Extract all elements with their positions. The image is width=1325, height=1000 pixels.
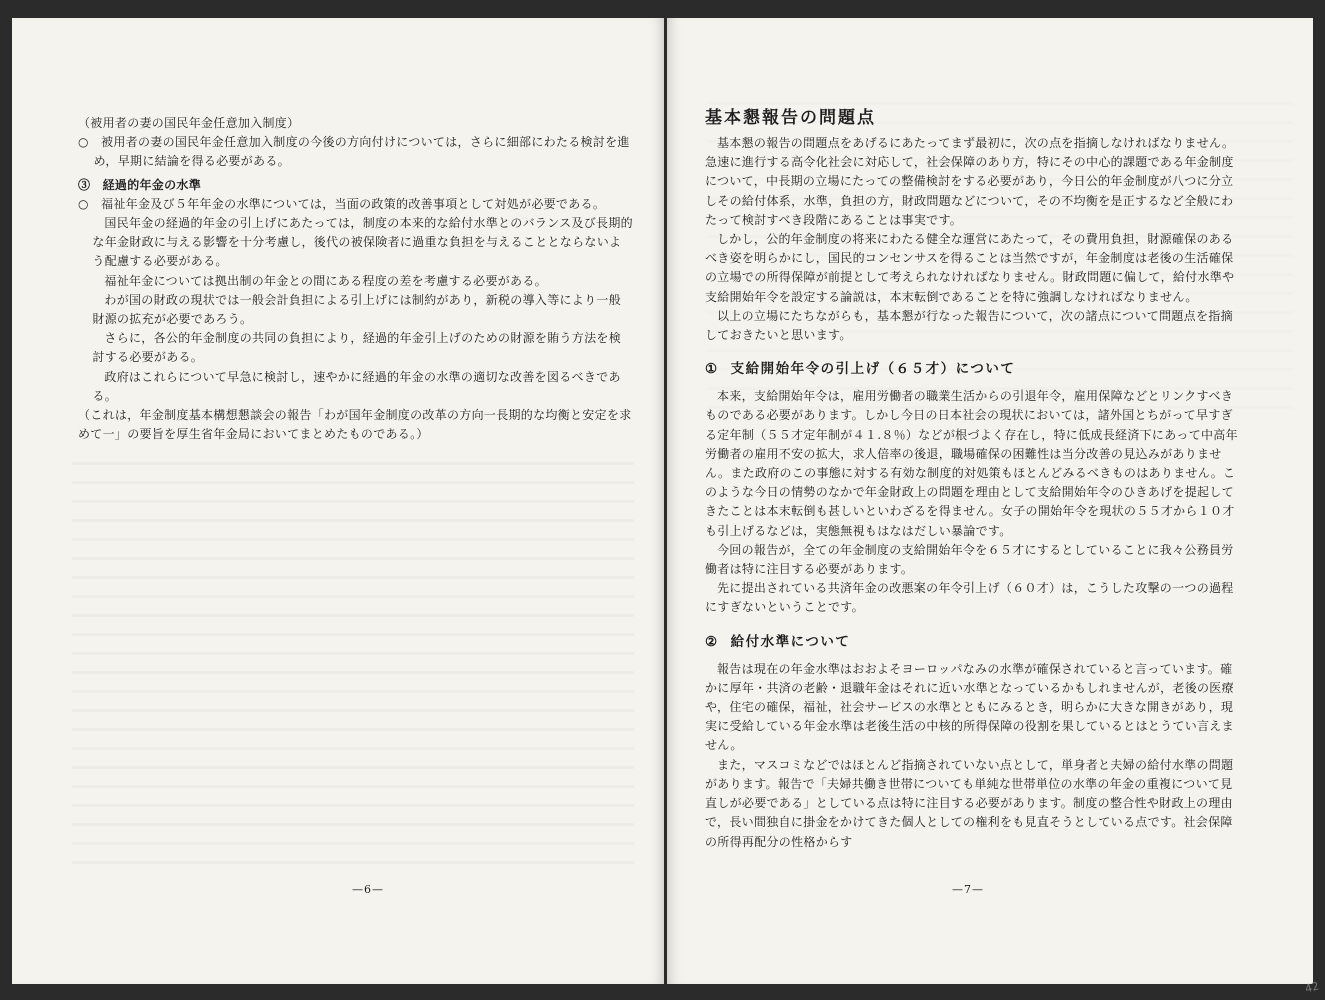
section-heading: ③ 経過的年金の水準: [78, 177, 202, 192]
page-number: —6—: [352, 883, 384, 896]
paragraph: 報告は現在の年金水準はおおよそヨーロッパなみの水準が確保されていると言っています。確かに厚年・共済の老齢・退職年金はそれに近い水準となっているかもしれませんが，老後の医療や，住宅の確保，福祉，社会サービスの水準とともにみるとき，明らかに大きな開きがあり，現実に受給している年金水準は老後生活の中核的所得保障の役割を果しているとはとうてい言えません。: [705, 661, 1234, 753]
section-heading: [705, 359, 1240, 379]
paragraph: 政府はこれらについて早急に検討し，速やかに経過的年金の水準の適切な改善を図るべきである。: [92, 369, 621, 403]
paragraph: 先に提出されている共済年金の改悪案の年令引上げ（６０才）は，こうした攻撃の一つの過程にすぎないということです。: [705, 581, 1234, 615]
paragraph: しかし，公的年金制度の将来にわたる健全な運営にあたって，その費用負担，財源確保のあるべき姿を明らかにし，国民的コンセンサスを得ることは当然ですが，年金制度は老後の生活確保の立場での所得保障が前提として考えられなければなりません。財政問題に偏して，給付水準や支給開始年令を設定する論説は，本末転倒であることを特に強調しなければなりません。: [705, 232, 1235, 304]
paragraph: ○ 被用者の妻の国民年金任意加入制度の今後の方向付けについては，さらに細部にわたる検討を進め，早期に結論を得る必要がある。: [78, 135, 630, 169]
subheading: （被用者の妻の国民年金任意加入制度）: [78, 116, 300, 130]
section-title: 支給開始年令の引上げ（６５才）について: [730, 361, 1016, 378]
show-through-text: [72, 448, 634, 864]
paragraph: 国民年金の経過的年金の引上げにあたっては，制度の本来的な給付水準とのバランス及び長期的な年金財政に与える影響を十分考慮し，後代の被保険者に過重な負担を与えることとならないよう配慮する必要がある。: [92, 216, 633, 269]
left-page: [12, 18, 664, 984]
page-title: 基本懇報告の問題点: [705, 108, 876, 128]
paragraph: 今回の報告が，全ての年金制度の支給開始年令を６５才にするとしていることに我々公務員労働者は特に注目する必要があります。: [705, 542, 1234, 577]
paragraph: 本来，支給開始年令は，雇用労働者の職業生活からの引退年令，雇用保障などとリンクすべきものである必要があります。しかし今日の日本社会の現状においては，諸外国とちがって早すぎる定年制（５５才定年制が４１.８％）などが根づよく存在し，特に低成長経済下にあって中高年労働者の雇用不安の拡大，求人倍率の後退，職場確保の困難性は当分改善の見込みがありません。また政府のこの事態に対する有効な制度的対処策もほとんどみるべきものはありません。このような今日の情勢のなかで年金財政上の問題を理由として支給開始年令のひきあげを提起してきたことは本末転倒も甚しいといわざるを得ません。女子の開始年令を現状の５５才から１０才も引上げるなどは，実態無視もはなはだしい暴論です。: [705, 389, 1238, 538]
paragraph: ○ 福祉年金及び５年年金の水準については，当面の政策的改善事項として対処が必要である。: [78, 196, 606, 211]
paragraph: さらに，各公的年金制度の共同の負担により，経過的年金引上げのための財源を賄う方法を検討する必要がある。: [92, 331, 621, 365]
left-page-text: [78, 114, 633, 444]
right-page: [667, 18, 1313, 984]
section-number: ②: [705, 633, 719, 650]
right-page-text: [705, 106, 1240, 852]
paragraph: わが国の財政の現状では一般会計負担による引上げには制約があり，新税の導入等により一般財源の拡充が必要であろう。: [92, 292, 621, 327]
paragraph: また，マスコミなどではほとんど指摘されていない点として，単身者と夫婦の給付水準の問題があります。報告で「夫婦共働き世帯についても単純な世帯単位の水準の年金の重複について見直しが必要である」としている点は特に注目する必要があります。制度の整合性や財政上の理由で，長い間独自に掛金をかけてきた個人としての権利をも見直そうとしている点です。社会保障の所得再配分の性格からす: [705, 757, 1234, 849]
paragraph: 以上の立場にたちながらも，基本懇が行なった報告について，次の諸点について問題点を指摘しておきたいと思います。: [705, 308, 1233, 343]
section-title: 給付水準について: [730, 633, 851, 650]
paragraph: 福祉年金については拠出制の年金との間にある程度の差を考慮する必要がある。: [104, 273, 547, 288]
section-number: ①: [705, 361, 719, 378]
paragraph: 基本懇の報告の問題点をあげるにあたってまず最初に，次の点を指摘しなければなりません。急速に進行する高令化社会に対応して，社会保障のあり方，特にその中心的課題である年金制度について，中長期の立場にたっての整備検討をする必要があり，今日公的年金制度が八つに分立しその給付体系，水準，負担の方，財政問題などについて，その不均衡を是正するなど全般にわたって検討すべき段階にあることは事実です。: [705, 136, 1235, 227]
note-paragraph: （これは，年金制度基本構想懇談会の報告「わが国年金制度の改革の方向一長期的な均衡と安定を求めて一」の要旨を厚生省年金局においてまとめたものである。）: [78, 408, 632, 442]
page-number: —7—: [952, 883, 984, 896]
handwritten-margin-note: 42: [1303, 979, 1321, 996]
section-heading: [705, 632, 1240, 652]
